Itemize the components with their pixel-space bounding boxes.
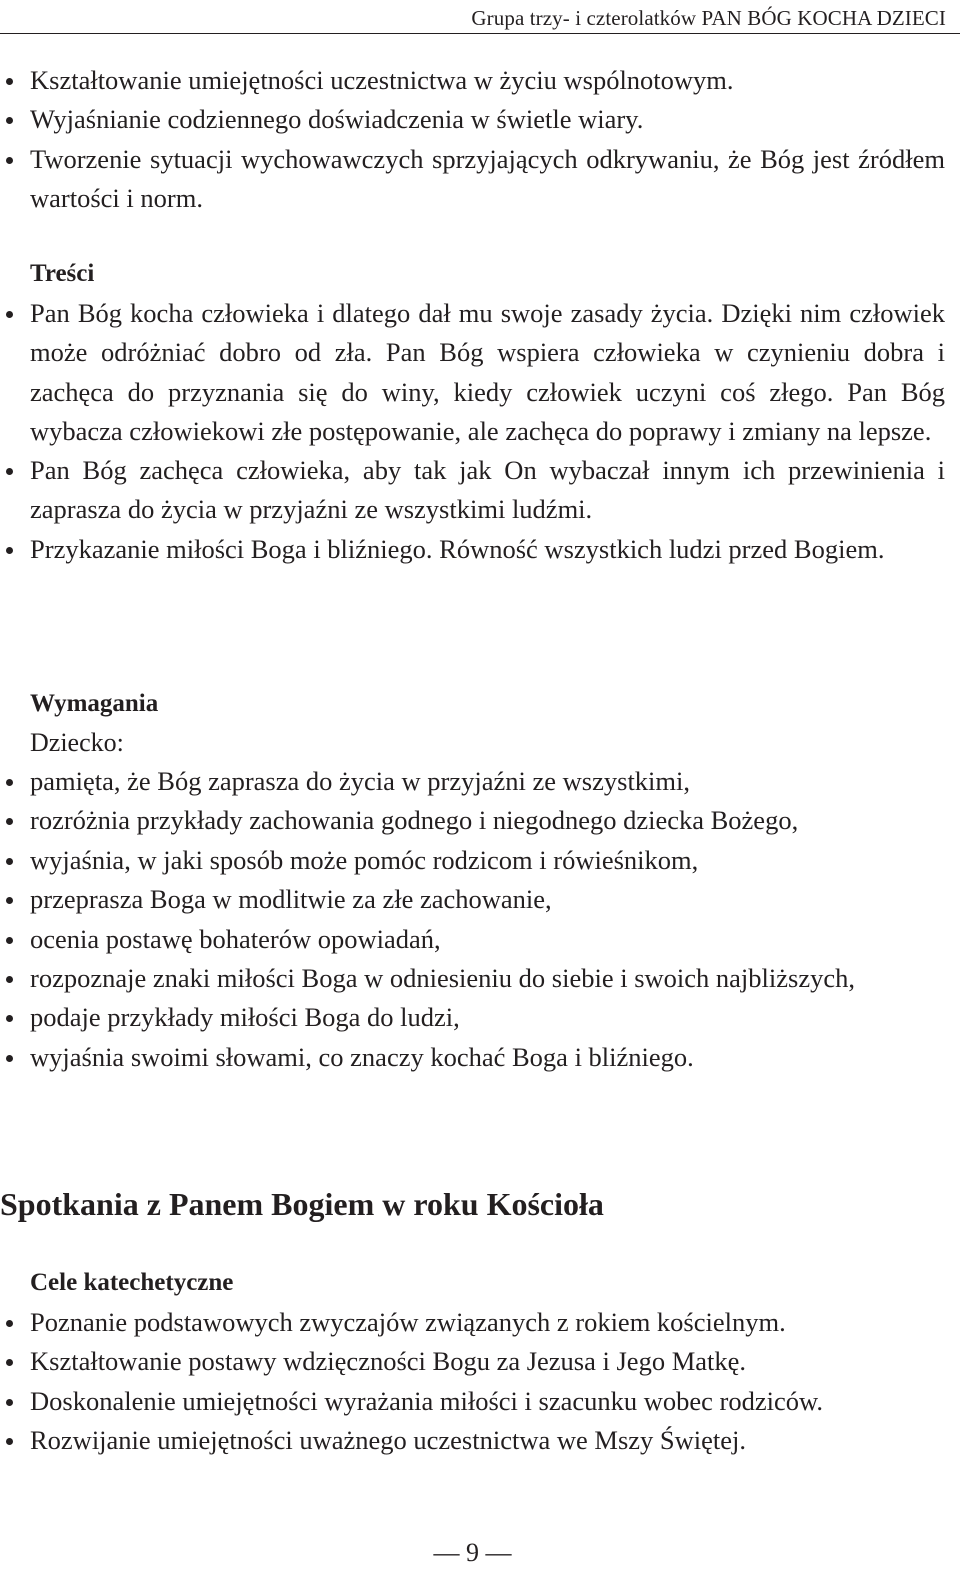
running-header: Grupa trzy- i czterolatków PAN BÓG KOCHA DZIECI xyxy=(471,6,946,30)
section-heading-cele: Cele katechetyczne xyxy=(30,1269,234,1296)
page-number: — 9 — xyxy=(433,1538,512,1567)
list-item: Pan Bóg zachęca człowieka, aby tak jak On wybaczał innym ich przewinienia i zaprasza do życia w przyjaźni ze wszystkimi ludźmi. xyxy=(0,451,945,530)
list-item: ocenia postawę bohaterów opowiadań, xyxy=(0,920,945,959)
top-bullet-list xyxy=(0,61,945,218)
list-item: Poznanie podstawowych zwyczajów związanych z rokiem kościelnym. xyxy=(0,1303,945,1342)
cele-list xyxy=(0,1303,945,1460)
list-item: Tworzenie sytuacji wychowawczych sprzyjających odkrywaniu, że Bóg jest źródłem wartości i norm. xyxy=(0,140,945,219)
list-item: wyjaśnia swoimi słowami, co znaczy kochać Boga i bliźniego. xyxy=(0,1038,945,1077)
list-item: Wyjaśnianie codziennego doświadczenia w świetle wiary. xyxy=(0,100,945,139)
list-item: Kształtowanie umiejętności uczestnictwa w życiu wspólnotowym. xyxy=(0,61,945,100)
wymagania-intro: Dziecko: xyxy=(30,728,124,757)
list-item: Doskonalenie umiejętności wyrażania miłości i szacunku wobec rodziców. xyxy=(0,1382,945,1421)
section-heading-tresci: Treści xyxy=(30,260,95,287)
list-item: rozpoznaje znaki miłości Boga w odniesieniu do siebie i swoich najbliższych, xyxy=(0,959,945,998)
list-item: Przykazanie miłości Boga i bliźniego. Równość wszystkich ludzi przed Bogiem. xyxy=(0,530,945,569)
list-item: rozróżnia przykłady zachowania godnego i niegodnego dziecka Bożego, xyxy=(0,801,945,840)
section-heading-wymagania: Wymagania xyxy=(30,690,159,717)
wymagania-list xyxy=(0,762,945,1077)
list-item: Pan Bóg kocha człowieka i dlatego dał mu swoje zasady życia. Dzięki nim człowiek może odróżniać dobro od zła. Pan Bóg wspiera człowieka w czynieniu dobra i zachęca do przyznania się do winy, kiedy człowiek uczyni coś złego. Pan Bóg wybacza człowiekowi złe postępowanie, ale zachęca do poprawy i zmiany na lepsze. xyxy=(0,294,945,451)
list-item: przeprasza Boga w modlitwie za złe zachowanie, xyxy=(0,880,945,919)
list-item: podaje przykłady miłości Boga do ludzi, xyxy=(0,998,945,1037)
chapter-heading: Spotkania z Panem Bogiem w roku Kościoła xyxy=(0,1186,604,1222)
list-item: pamięta, że Bóg zaprasza do życia w przyjaźni ze wszystkimi, xyxy=(0,762,945,801)
list-item: Rozwijanie umiejętności uważnego uczestnictwa we Mszy Świętej. xyxy=(0,1421,945,1460)
list-item: Kształtowanie postawy wdzięczności Bogu za Jezusa i Jego Matkę. xyxy=(0,1342,945,1381)
tresci-list xyxy=(0,294,945,569)
header-rule xyxy=(0,33,960,34)
list-item: wyjaśnia, w jaki sposób może pomóc rodzicom i rówieśnikom, xyxy=(0,841,945,880)
